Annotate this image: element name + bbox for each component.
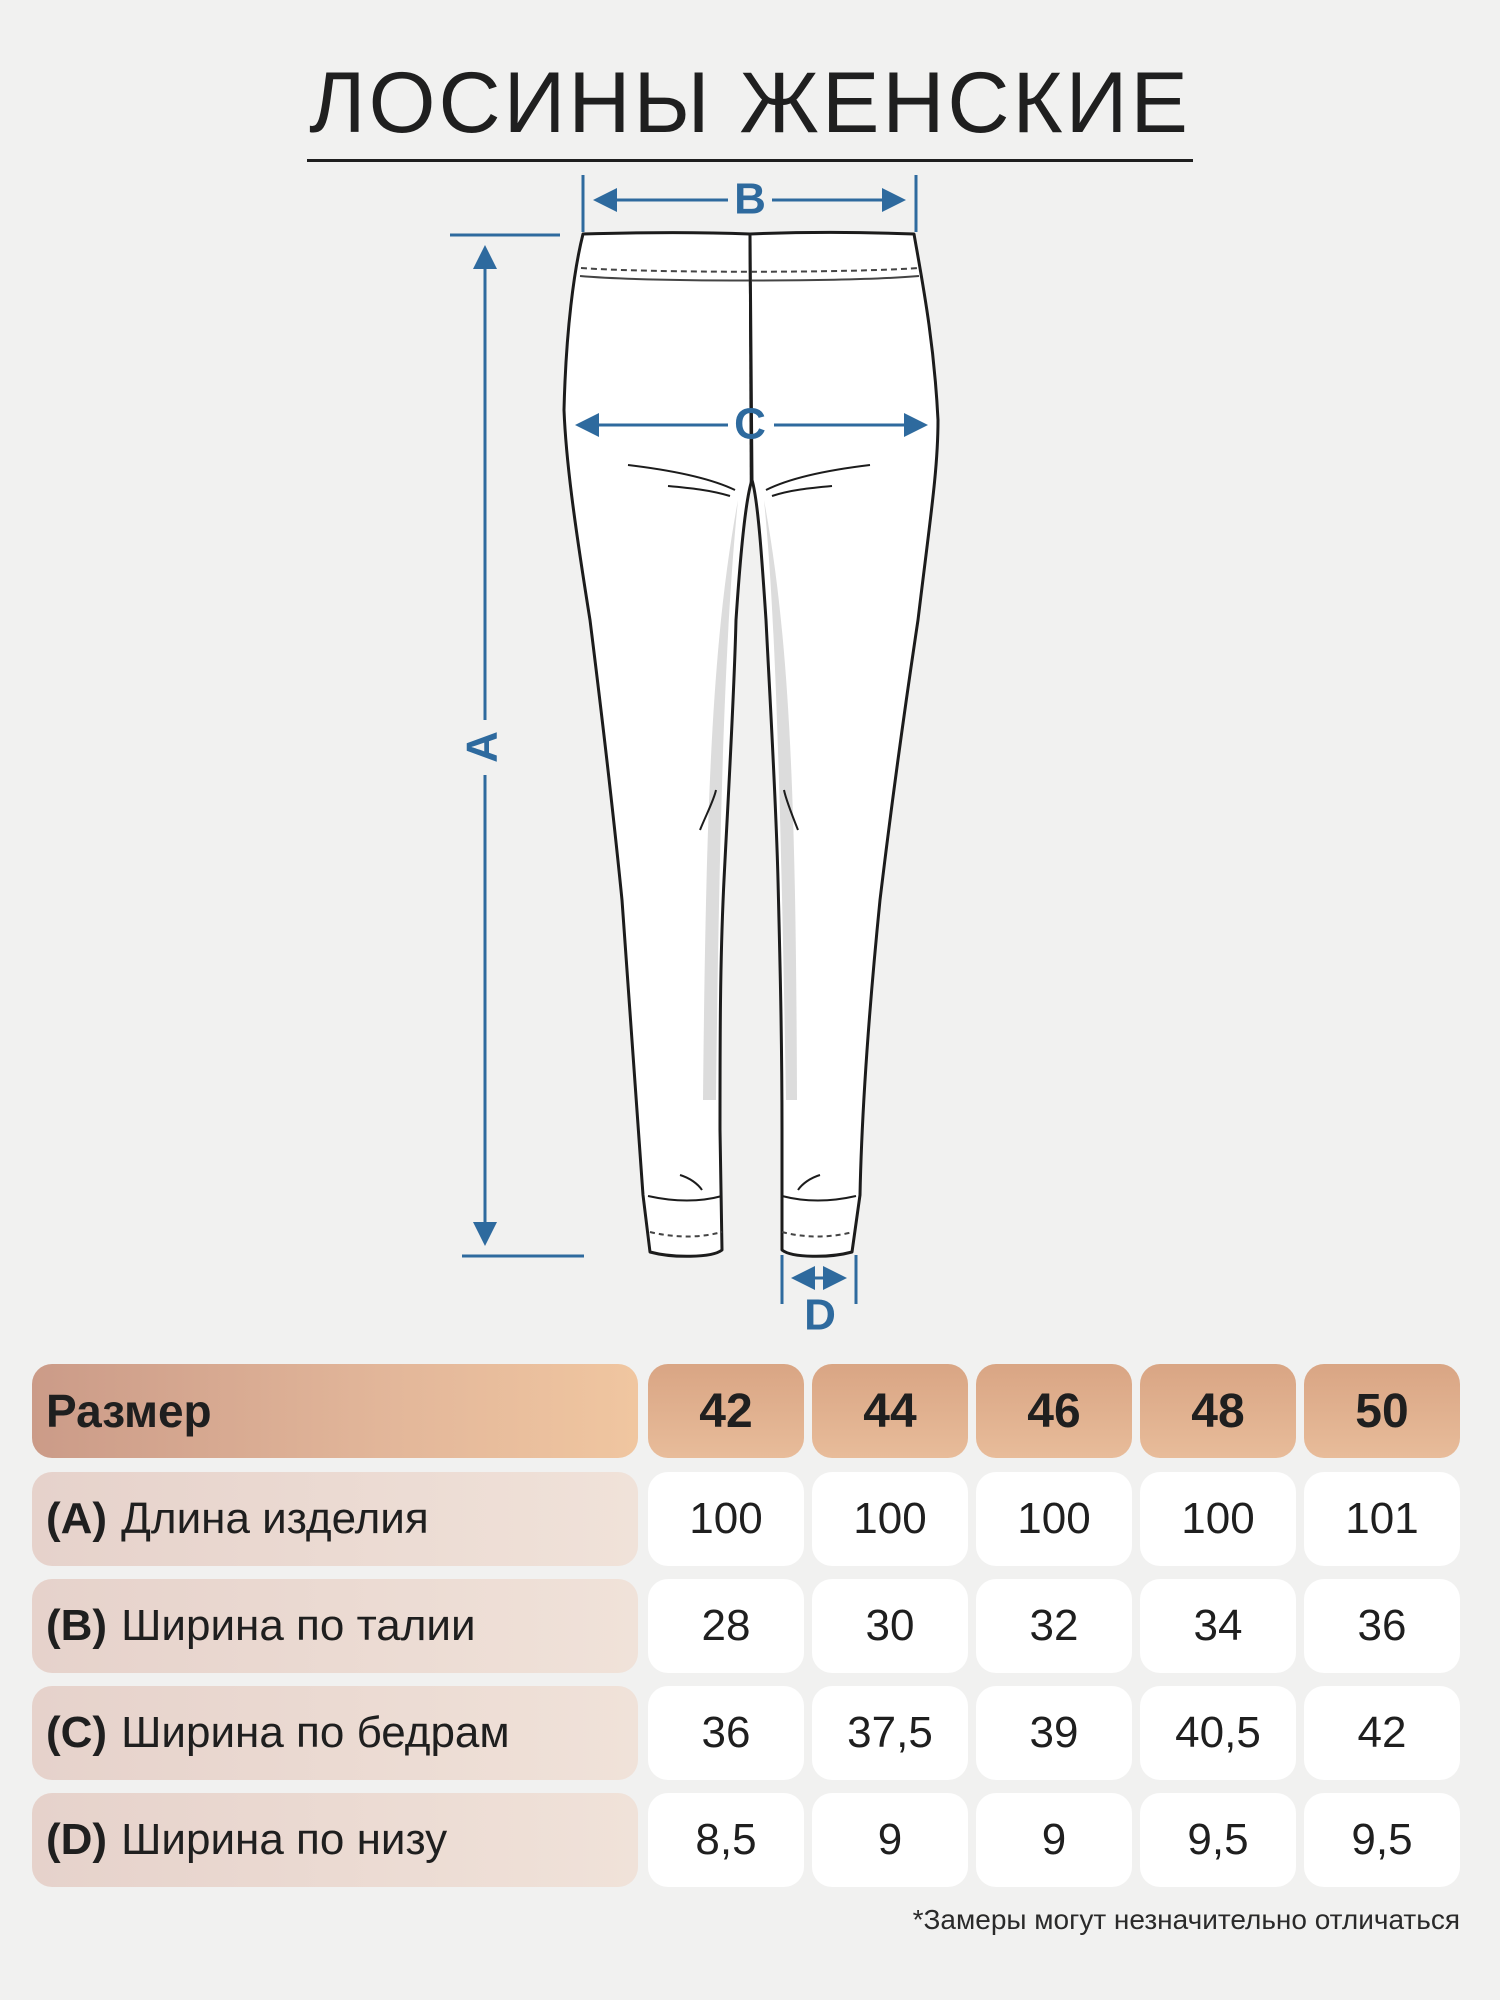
table-row-c xyxy=(32,1686,1462,1780)
row-title: Ширина по низу xyxy=(121,1815,448,1864)
table-cell: 9 xyxy=(812,1793,968,1887)
size-44: 44 xyxy=(812,1364,968,1458)
center-seam xyxy=(750,245,751,485)
table-cell: 37,5 xyxy=(812,1686,968,1780)
size-header-label: Размер xyxy=(32,1364,638,1458)
table-cell: 100 xyxy=(976,1472,1132,1566)
row-title: Ширина по бедрам xyxy=(121,1708,510,1757)
table-cell: 30 xyxy=(812,1579,968,1673)
size-header-row xyxy=(32,1364,1462,1458)
table-cell: 9 xyxy=(976,1793,1132,1887)
table-cell: 100 xyxy=(648,1472,804,1566)
size-42: 42 xyxy=(648,1364,804,1458)
table-cell: 32 xyxy=(976,1579,1132,1673)
table-cell: 8,5 xyxy=(648,1793,804,1887)
table-cell: 9,5 xyxy=(1304,1793,1460,1887)
row-code: (D) xyxy=(46,1815,108,1864)
table-row-a xyxy=(32,1472,1462,1566)
label-b: B xyxy=(734,174,766,224)
table-cell: 100 xyxy=(812,1472,968,1566)
table-cell: 42 xyxy=(1304,1686,1460,1780)
table-cell: 36 xyxy=(1304,1579,1460,1673)
table-cell: 39 xyxy=(976,1686,1132,1780)
row-code: (A) xyxy=(46,1494,108,1543)
size-48: 48 xyxy=(1140,1364,1296,1458)
row-title: Ширина по талии xyxy=(121,1601,476,1650)
row-label xyxy=(32,1472,638,1566)
table-cell: 36 xyxy=(648,1686,804,1780)
row-code: (B) xyxy=(46,1601,108,1650)
page-title: ЛОСИНЫ ЖЕНСКИЕ xyxy=(0,52,1500,162)
label-d: D xyxy=(804,1290,836,1340)
label-a: A xyxy=(457,731,507,763)
table-row-d xyxy=(32,1793,1462,1887)
table-cell: 101 xyxy=(1304,1472,1460,1566)
table-cell: 40,5 xyxy=(1140,1686,1296,1780)
table-cell: 100 xyxy=(1140,1472,1296,1566)
row-code: (C) xyxy=(46,1708,108,1757)
label-c: C xyxy=(734,399,766,449)
footnote: *Замеры могут незначительно отличаться xyxy=(912,1904,1460,1935)
table-cell: 34 xyxy=(1140,1579,1296,1673)
table-cell: 28 xyxy=(648,1579,804,1673)
row-label xyxy=(32,1686,638,1780)
row-title: Длина изделия xyxy=(121,1494,429,1543)
row-label xyxy=(32,1579,638,1673)
table-row-b xyxy=(32,1579,1462,1673)
size-46: 46 xyxy=(976,1364,1132,1458)
row-label xyxy=(32,1793,638,1887)
size-50: 50 xyxy=(1304,1364,1460,1458)
table-cell: 9,5 xyxy=(1140,1793,1296,1887)
